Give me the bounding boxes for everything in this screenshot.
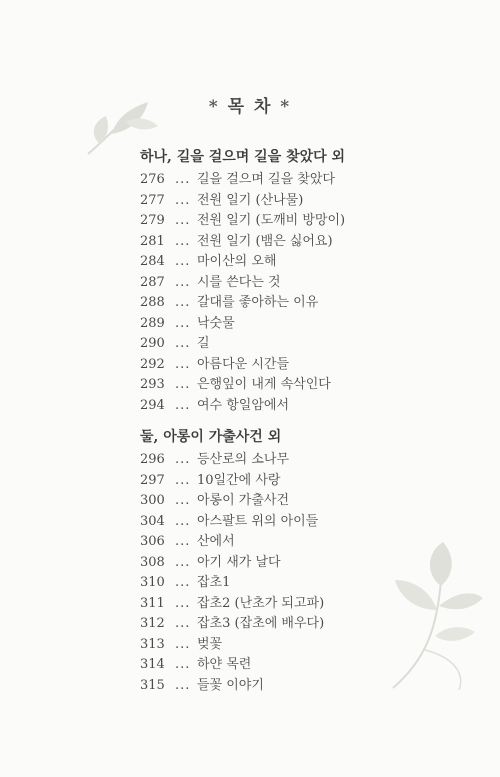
toc-entry <box>140 273 345 294</box>
entry-page-number: 284 <box>140 254 165 269</box>
entry-title: 낙숫물 <box>197 315 235 331</box>
entry-title: 아름다운 시간들 <box>197 356 290 372</box>
entry-title: 전원 일기 (산나물) <box>197 192 304 208</box>
toc-entry <box>140 655 324 676</box>
entry-title: 시를 쓴다는 것 <box>197 274 281 290</box>
entry-page-number: 276 <box>140 172 165 187</box>
entry-title: 벚꽃 <box>197 636 223 652</box>
entry-separator: ... <box>175 534 191 549</box>
entry-title: 길 <box>197 336 210 351</box>
entry-title: 잡초1 <box>197 575 231 590</box>
section-heading: 둘, 아롱이 가출사건 외 <box>140 429 282 445</box>
entry-title: 산에서 <box>197 534 235 549</box>
entry-page-number: 304 <box>140 513 165 529</box>
title-star-right: * <box>280 97 292 117</box>
entry-separator: ... <box>175 452 191 467</box>
section-heading: 하나, 길을 걸으며 길을 찾았다 외 <box>140 149 346 165</box>
toc-entry <box>140 334 345 355</box>
toc-entry <box>140 170 345 191</box>
title-star-left: * <box>208 97 220 117</box>
entry-title: 갈대를 좋아하는 이유 <box>197 295 319 310</box>
entry-page-number: 277 <box>140 192 165 208</box>
toc-entry <box>140 450 324 471</box>
toc-entry <box>140 512 324 533</box>
page-title <box>0 92 500 117</box>
entry-page-number: 310 <box>140 575 165 590</box>
entry-separator: ... <box>175 192 191 208</box>
entry-page-number: 288 <box>140 295 165 310</box>
entry-separator: ... <box>175 513 191 529</box>
entry-separator: ... <box>175 677 191 693</box>
entry-separator: ... <box>175 575 191 590</box>
entry-separator: ... <box>175 616 191 631</box>
entry-page-number: 292 <box>140 356 165 372</box>
entry-separator: ... <box>175 233 191 249</box>
entry-title: 등산로의 소나무 <box>197 452 290 467</box>
entry-title: 들꽃 이야기 <box>197 677 264 693</box>
entry-page-number: 313 <box>140 636 165 652</box>
toc-entry <box>140 211 345 232</box>
entry-page-number: 308 <box>140 554 165 570</box>
entry-separator: ... <box>175 213 191 228</box>
toc-entry <box>140 614 324 635</box>
toc-entry <box>140 532 324 553</box>
title-text: 목 차 <box>227 97 273 117</box>
toc-entry <box>140 191 345 212</box>
toc-entry <box>140 594 324 615</box>
leaf-ornament-icon <box>385 540 485 690</box>
toc-entry <box>140 232 345 253</box>
entry-page-number: 289 <box>140 315 165 331</box>
entry-page-number: 314 <box>140 657 165 672</box>
entry-separator: ... <box>175 356 191 372</box>
entry-separator: ... <box>175 254 191 269</box>
entry-page-number: 311 <box>140 595 165 611</box>
toc-entry <box>140 635 324 656</box>
entry-separator: ... <box>175 636 191 652</box>
toc-entry <box>140 375 345 396</box>
entry-separator: ... <box>175 397 191 413</box>
entry-title: 길을 걸으며 길을 찾았다 <box>197 172 335 187</box>
toc-entry <box>140 293 345 314</box>
toc-entry <box>140 252 345 273</box>
entry-page-number: 293 <box>140 377 165 392</box>
entry-title: 여수 항일암에서 <box>197 397 290 413</box>
entry-title: 전원 일기 (도깨비 방망이) <box>197 213 346 228</box>
entry-title: 마이산의 오해 <box>197 254 277 269</box>
entry-page-number: 281 <box>140 233 165 249</box>
entry-title: 은행잎이 내게 속삭인다 <box>197 377 331 392</box>
entry-title: 아기 새가 날다 <box>197 554 281 570</box>
toc-entry <box>140 355 345 376</box>
entry-separator: ... <box>175 172 191 187</box>
toc-section-1 <box>140 146 345 416</box>
toc-entry <box>140 676 324 697</box>
entry-page-number: 296 <box>140 452 165 467</box>
entry-separator: ... <box>175 315 191 331</box>
entry-title: 잡초3 (잡초에 배우다) <box>197 616 325 631</box>
toc-entry <box>140 471 324 492</box>
entry-page-number: 279 <box>140 213 165 228</box>
entry-separator: ... <box>175 274 191 290</box>
entry-separator: ... <box>175 472 191 488</box>
entry-page-number: 297 <box>140 472 165 488</box>
entry-title: 잡초2 (난초가 되고파) <box>197 595 325 611</box>
toc-entry <box>140 314 345 335</box>
entry-title: 10일간에 사랑 <box>197 472 281 488</box>
toc-entry <box>140 573 324 594</box>
entry-title: 아스팔트 위의 아이들 <box>197 513 319 529</box>
toc-entry <box>140 396 345 417</box>
entry-separator: ... <box>175 554 191 570</box>
entry-page-number: 312 <box>140 616 165 631</box>
entry-separator: ... <box>175 595 191 611</box>
entry-page-number: 306 <box>140 534 165 549</box>
entry-separator: ... <box>175 493 191 508</box>
toc-entry <box>140 491 324 512</box>
entry-title: 아롱이 가출사건 <box>197 493 290 508</box>
entry-separator: ... <box>175 295 191 310</box>
entry-title: 전원 일기 (뱀은 싫어요) <box>197 233 333 249</box>
entry-page-number: 300 <box>140 493 165 508</box>
entry-separator: ... <box>175 336 191 351</box>
entry-separator: ... <box>175 657 191 672</box>
entry-separator: ... <box>175 377 191 392</box>
entry-page-number: 287 <box>140 274 165 290</box>
entry-page-number: 315 <box>140 677 165 693</box>
entry-page-number: 294 <box>140 397 165 413</box>
toc-entry <box>140 553 324 574</box>
entry-title: 하얀 목련 <box>197 657 252 672</box>
entry-page-number: 290 <box>140 336 165 351</box>
toc-section-2 <box>140 426 324 696</box>
